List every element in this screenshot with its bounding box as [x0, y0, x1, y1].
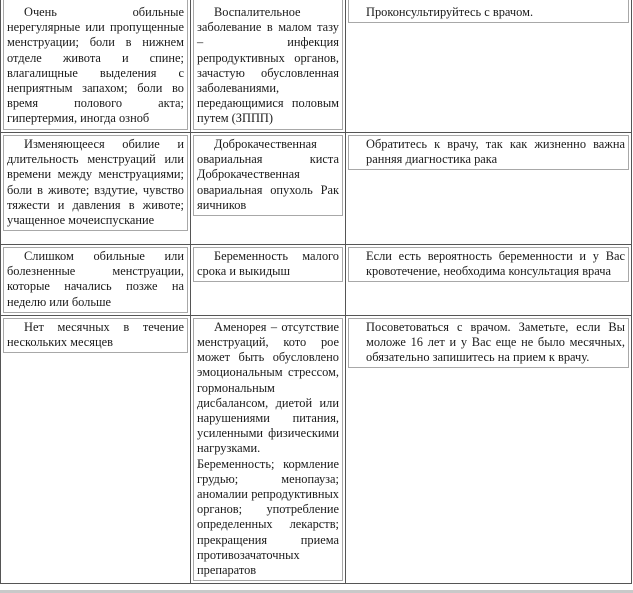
cause-text: Воспалительное заболевание в малом тазу – инфекция репродуктивных органов, зачастую обусловленная заболеваниями, передающимися половым путем (ЗППП) — [197, 5, 339, 126]
cause-text: Беременность малого срока и выкидыш — [197, 249, 339, 279]
action-text: Посоветоваться с врачом. Заметьте, если Вы моложе 16 лет и у Вас еще не было месячных, обязательно запишитесь на прием к врачу. — [366, 319, 625, 365]
symptoms-text: Изменяющееся обилие и длительность менструаций или времени между менструациями; боли в животе; вздутие, чувство тяжести и давления в животе; учащенное мочеиспускание — [7, 137, 184, 228]
action-cell — [346, 0, 632, 133]
symptoms-cell — [1, 316, 191, 584]
table-row — [1, 133, 632, 245]
action-text: Если есть вероятность беременности и у Вас кровотечение, необходима консультация врача — [366, 249, 625, 279]
action-cell — [346, 133, 632, 245]
table-row — [1, 0, 632, 133]
symptoms-text: Очень обильные нерегулярные или пропущенные менструации; боли в нижнем отделе живота и спине; влагалищные выделения с неприятным запахом; боли во время полового акта; гипертермия, иногда озноб — [7, 5, 184, 126]
cause-text: Аменорея – отсутствие менструаций, кото рое может быть обусловлено эмоциональным стрессом, гормональным дисбалансом, диетой или нарушениями питания, усиленными физическими нагрузками. Беременность; кормление грудью; менопауза; аномалии репродуктивных органов; употребление определенных лекарств; прекращения приема противозачаточных препаратов — [197, 319, 339, 578]
action-cell — [346, 245, 632, 316]
table-row — [1, 316, 632, 584]
cause-cell — [191, 133, 346, 245]
symptoms-cell — [1, 133, 191, 245]
symptoms-cell — [1, 0, 191, 133]
cause-text: Доброкачественная овариальная киста Доброкачественная овариальная опухоль Рак яичников — [197, 137, 339, 212]
symptoms-cell — [1, 245, 191, 316]
cause-cell — [191, 0, 346, 133]
action-text: Проконсультируйтесь с врачом. — [366, 5, 534, 19]
symptoms-text: Слишком обильные или болезненные менструации, которые начались позже на неделю или больше — [7, 249, 184, 309]
cause-cell — [191, 316, 346, 584]
symptoms-text: Нет месячных в течение нескольких месяцев — [7, 319, 184, 350]
cause-cell — [191, 245, 346, 316]
table-row — [1, 245, 632, 316]
action-cell — [346, 316, 632, 584]
action-text: Обратитесь к врачу, так как жизненно важна ранняя диагностика рака — [366, 137, 625, 167]
